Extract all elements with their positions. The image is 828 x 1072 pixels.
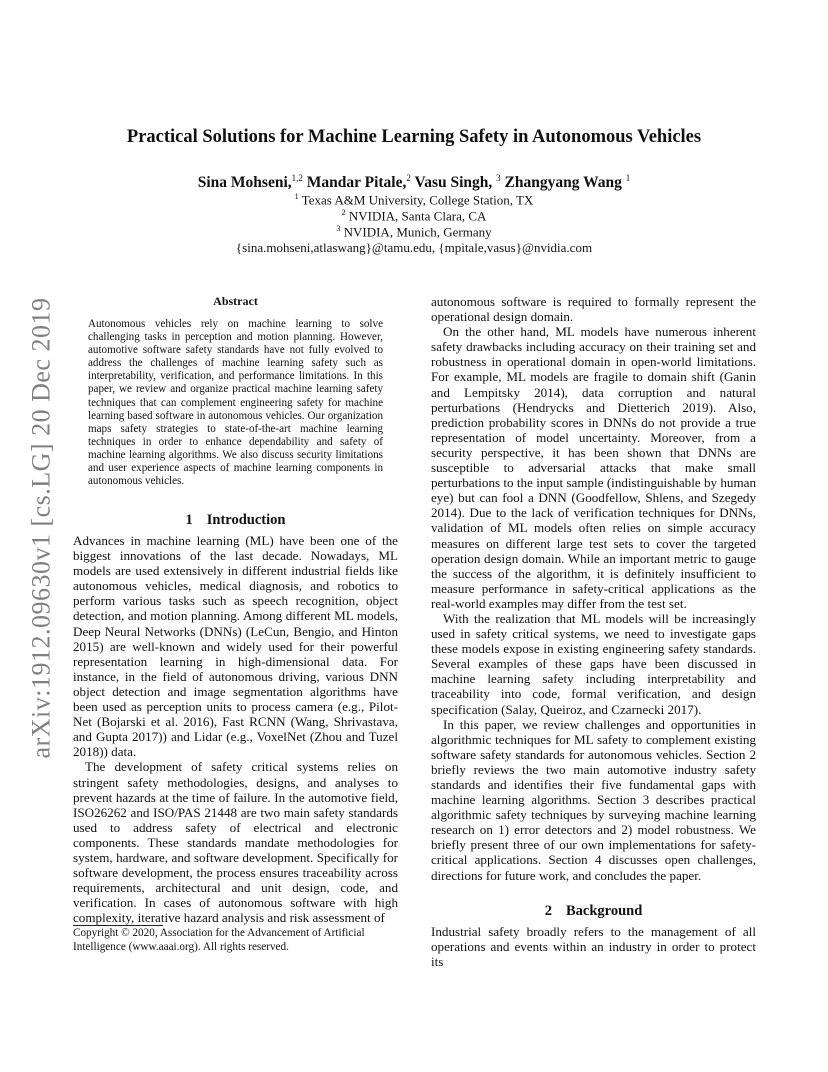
arxiv-id: arXiv:1912.09630v1 [cs.LG] 20 Dec 2019 <box>26 297 56 759</box>
abstract-body <box>88 318 383 488</box>
section-number: 1 <box>185 512 193 528</box>
arxiv-sidebar-stamp <box>20 268 62 788</box>
affiliation-mark: 1 <box>294 192 299 201</box>
paragraph: With the realization that ML models will be increasingly used in safety critical systems, we need to investigate gaps these models expose in existing engineering safety standards. Several examples of these gaps have been discussed in machine learning safety including interpretability and traceability into code, formal verification, and design specification (Salay, Queiroz, and Czarnecki 2017). <box>431 610 756 717</box>
author-affil-mark: 2 <box>406 173 411 183</box>
author-affil-mark: 3 <box>496 173 501 183</box>
paragraph: On the other hand, ML models have numerous inherent safety drawbacks including accuracy on their training set and robustness in operational domain in open-world limitations. For example, ML models are fragile to domain shift (Ganin and Lempitsky 2014), data corruption and natural perturbations (Hendrycks and Dietterich 2019). Also, prediction probability scores in DNNs do not provide a true representation of model uncertainty. Moreover, from a security perspective, it has been shown that DNNs are susceptible to adversarial attacks that make small perturbations to the input sample (indistinguishable by human eye) but can fool a DNN (Goodfellow, Shlens, and Szegedy 2014). Due to the lack of verification techniques for DNNs, validation of ML models often relies on simple accuracy measures on different large test sets to cover the targeted operation design domain. While an important metric to gauge the success of the algorithm, it is definitely insufficient to measure performance in safety-critical applications as the real-world examples may differ from the test set. <box>431 324 756 611</box>
paper-title: Practical Solutions for Machine Learning Safety in Autonomous Vehicles <box>126 127 702 147</box>
paragraph: autonomous software is required to formally represent the operational design domain. <box>431 294 756 325</box>
abstract-text: Autonomous vehicles rely on machine learning to solve challenging tasks in perception and motion planning. However, automotive software safety standards have not fully evolved to address the challenges of machine learning safety such as interpretability, verification, and performance limitations. In this paper, we review and organize practical machine learning safety techniques that can complement engineering safety for machine learning based software in autonomous vehicles. Our organization maps safety strategies to state-of-the-art machine learning techniques in order to enhance dependability and safety of machine learning algorithms. We also discuss security limitations and user experience aspects of machine learning components in autonomous vehicles. <box>88 318 383 488</box>
section-title: Introduction <box>206 512 286 528</box>
copyright-footnote: Copyright © 2020, Association for the Advancement of Artificial Intelligence (www.aaai.org). All rights reserved. <box>73 927 365 953</box>
section-heading-introduction <box>73 512 398 529</box>
right-column-body <box>431 294 756 883</box>
abstract-heading: Abstract <box>213 294 258 308</box>
section-heading-background <box>431 903 756 920</box>
paragraph: Industrial safety broadly refers to the management of all operations and events within an industry in order to protect its <box>431 924 756 970</box>
section-number: 2 <box>544 903 552 919</box>
paragraph: The development of safety critical systems relies on stringent safety methodologies, designs, and analyses to prevent hazards at the time of failure. In the automotive field, ISO26262 and ISO/PAS 21448 are two main safety standards used to address safety of electrical and electronic components. These standards mandate methodologies for system, hardware, and software development. Specifically for software development, the process ensures traceability across requirements, architectural and unit design, code, and verification. In cases of autonomous software with high complexity, iterative hazard analysis and risk assessment of <box>73 759 398 926</box>
paragraph: Advances in machine learning (ML) have been one of the biggest innovations of the last decade. Nowadays, ML models are used extensively in different industrial fields like autonomous vehicles, medical diagnosis, and robotics to perform various tasks such as speech recognition, object detection, and motion planning. Among different ML models, Deep Neural Networks (DNNs) (LeCun, Bengio, and Hinton 2015) are well-known and widely used for their powerful representation learning in high-dimensional data. For instance, in the field of autonomous driving, various DNN object detection and image segmentation algorithms have been used as perception units to process camera (e.g., Pilot-Net (Bojarski et al. 2016), Fast RCNN (Wang, Shrivastava, and Gupta 2017)) and Lidar (e.g., VoxelNet (Zhou and Tuzel 2018)) data. <box>73 533 398 760</box>
background-body <box>431 924 756 969</box>
section-title: Background <box>565 903 643 919</box>
author-list <box>0 173 828 192</box>
author-affil-mark: 1 <box>625 173 631 183</box>
affiliation-text: Texas A&M University, College Station, TX <box>298 192 534 208</box>
author-name: Mandar Pitale, <box>302 174 407 192</box>
author-emails: {sina.mohseni,atlaswang}@tamu.edu, {mpitale,vasus}@nvidia.com <box>235 240 593 255</box>
affiliation <box>0 192 828 208</box>
author-name: Vasu Singh, <box>410 174 497 192</box>
affiliation <box>0 224 828 240</box>
author-affil-mark: 1,2 <box>291 173 303 183</box>
left-column-body <box>73 533 398 925</box>
affiliation-mark: 2 <box>341 208 346 217</box>
affiliation-text: NVIDIA, Santa Clara, CA <box>345 208 487 224</box>
author-name: Zhangyang Wang <box>500 174 626 192</box>
affiliation <box>0 208 828 224</box>
paragraph: In this paper, we review challenges and opportunities in algorithmic techniques for ML safety to complement existing software safety standards for autonomous vehicles. Section 2 briefly reviews the two main automotive industry safety standards and identifies their five fundamental gaps with machine learning algorithms. Section 3 describes practical algorithmic safety techniques by surveying machine learning research on 1) error detectors and 2) model robustness. We briefly present three of our own implementations for safety-critical applications. Section 4 discusses open challenges, directions for future work, and concludes the paper. <box>431 716 756 883</box>
affiliation-mark: 3 <box>336 224 341 233</box>
author-name: Sina Mohseni, <box>197 174 292 192</box>
affiliation-text: NVIDIA, Munich, Germany <box>340 224 492 240</box>
